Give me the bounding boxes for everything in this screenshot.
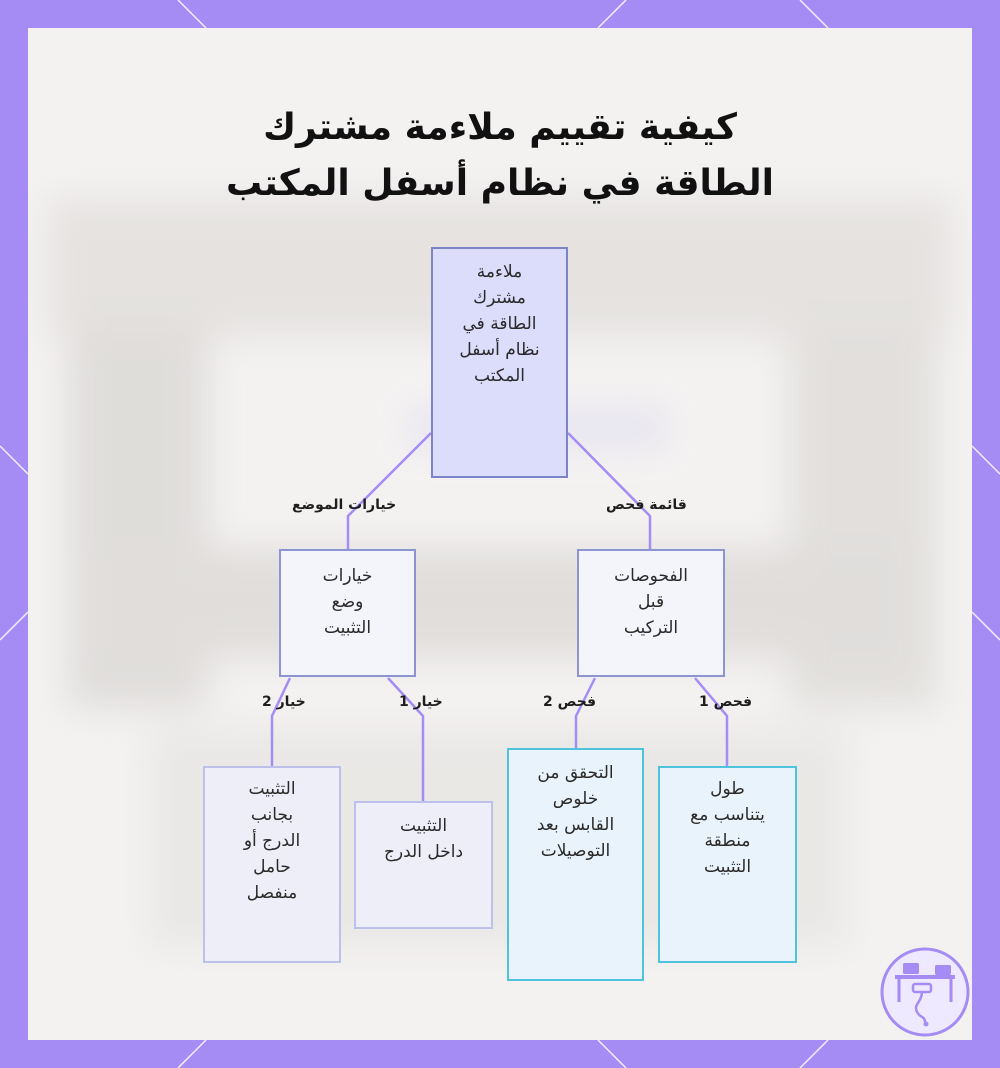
edge-label-checklist: قائمة فحص [606,497,687,513]
connector-root-to-position [348,433,431,550]
connector-position-to-option2 [272,678,290,766]
edge-label-check-1: فحص 1 [699,694,752,710]
leaf-install-beside-drawer: التثبيت بجانب الدرج أو حامل منفصل [203,766,341,963]
edge-label-position-options: خيارات الموضع [292,497,397,513]
node-installation-position-options: خيارات وضع التثبيت [279,549,416,677]
title-line-1: كيفية تقييم ملاءمة مشترك [263,107,737,148]
leaf-install-inside-drawer: التثبيت داخل الدرج [354,801,493,929]
connector-checks-to-check2 [576,678,595,748]
root-node: ملاءمة مشترك الطاقة في نظام أسفل المكتب [431,247,568,478]
leaf-check-length-fit: طول يتناسب مع منطقة التثبيت [658,766,797,963]
connector-checks-to-check1 [695,678,727,766]
edge-label-option-2: خيار 2 [262,694,306,710]
node-pre-installation-checks: الفحوصات قبل التركيب [577,549,725,677]
leaf-check-plug-clearance: التحقق من خلوص القابس بعد التوصيلات [507,748,644,981]
connector-root-to-checks [568,433,650,550]
infographic-card [28,28,972,1040]
edge-label-option-1: خيار 1 [399,694,443,710]
title-line-2: الطاقة في نظام أسفل المكتب [226,163,774,204]
edge-label-check-2: فحص 2 [543,694,596,710]
desk-power-strip-icon [879,946,971,1038]
diagram-connectors [28,28,972,1040]
